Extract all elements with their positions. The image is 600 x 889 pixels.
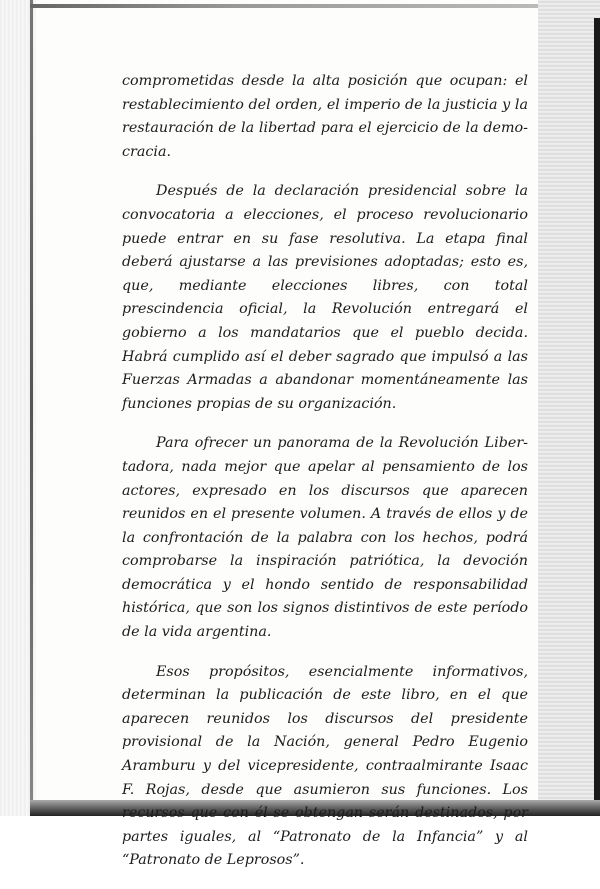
paragraph-3: Para ofrecer un panorama de la Revolución Libertadora, nada mejor que apelar al pensamiento de los actores, expresado en los discursos que aparecen reunidos en el presente volumen. A través de ellos y de la confrontación de la palabra con los hechos, podrá comprobarse la inspiración patriótica, la devoción democrática y el hondo sentido de responsabilidad histórica, que son los signos distintivos de este período de la vida argentina.	[122, 435, 528, 641]
paragraph-1: comprometidas desde la alta posición que ocupan: el restablecimiento del orden, el imperio de la justicia y la restauración de la libertad para el ejercicio de la democracia.	[122, 73, 528, 160]
page-right-bar	[594, 18, 600, 816]
paragraph-4: Esos propósitos, esencialmente informativos, determinan la publicación de este libro, en el que aparecen reunidos los discursos del presidente provisional de la Nación, general Pedro Eugenio Aramburu y del vicepresidente, contraalmirante Isaac F. Rojas, desde que asumieron sus funciones. Los recursos que con él se obtengan serán destinados, por partes iguales, al “Patronato de la Infancia” y al “Patronato de Leprosos”.	[122, 663, 528, 869]
page-top-rule	[30, 4, 550, 8]
page-right-edge	[538, 0, 600, 816]
body-text	[122, 70, 528, 889]
paragraph-2: Después de la declaración presidencial sobre la convocatoria a elecciones, el proceso revolucionario puede entrar en su fase resolutiva. La etapa final deberá ajustarse a las previsiones adoptadas; esto es, que, mediante elecciones libres, con total prescindencia oficial, la Revolución entregará el gobierno a los mandatarios que el pueblo decida. Habrá cumplido así el deber sagrado que impulsó a las Fuerzas Armadas a abandonar momentáneamente las funciones propias de su organización.	[122, 183, 528, 412]
page-left-rule	[30, 0, 33, 816]
